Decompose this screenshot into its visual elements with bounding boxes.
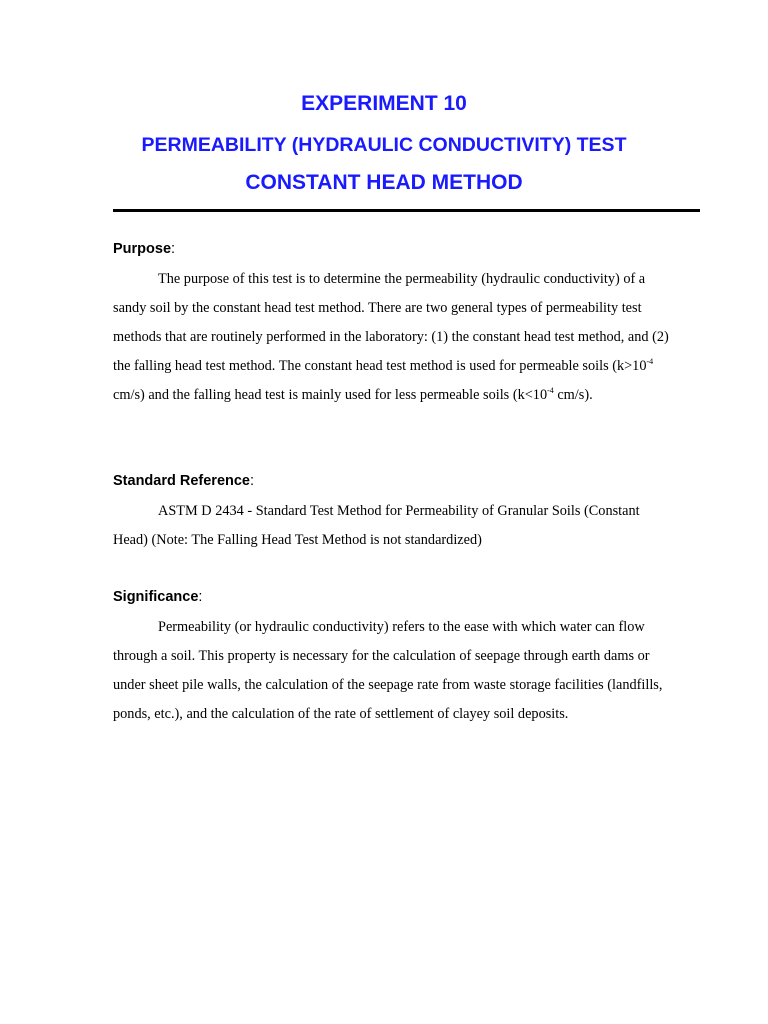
purpose-text-part-3: cm/s). xyxy=(553,387,593,403)
purpose-text-part-1: The purpose of this test is to determine the permeability (hydraulic conductivity) of a sandy soil by the constant head test method. There are two general types of permeability test methods that are routinely performed in the laboratory: (1) the constant head test method, and (2) the falling head test method. The constant head test method is used for permeable soils (k>10 xyxy=(113,271,669,374)
significance-paragraph xyxy=(113,613,673,729)
significance-heading xyxy=(113,586,673,608)
standard-reference-heading-label: Standard Reference xyxy=(113,473,250,489)
document-subtitle: CONSTANT HEAD METHOD xyxy=(245,171,523,194)
purpose-section xyxy=(113,238,673,410)
title-divider xyxy=(113,209,700,212)
standard-reference-section xyxy=(113,470,673,555)
purpose-heading xyxy=(113,238,673,260)
purpose-text-part-2: cm/s) and the falling head test is mainly used for less permeable soils (k<10 xyxy=(113,387,548,403)
standard-reference-paragraph xyxy=(113,497,673,555)
purpose-heading-label: Purpose xyxy=(113,241,172,257)
significance-text: Permeability (or hydraulic conductivity) refers to the ease with which water can flow through a soil. This property is necessary for the calculation of seepage through earth dams or under sheet pile walls, the calculation of the seepage rate from waste storage facilities (landfills, ponds, etc.), and the calculation of the rate of settlement of clayey soil deposits. xyxy=(113,619,663,722)
standard-reference-text: ASTM D 2434 - Standard Test Method for Permeability of Granular Soils (Constant Head) (Note: The Falling Head Test Method is not standardized) xyxy=(113,503,640,548)
significance-section xyxy=(113,586,673,729)
significance-heading-label: Significance xyxy=(113,589,199,605)
document-title: PERMEABILITY (HYDRAULIC CONDUCTIVITY) TEST xyxy=(141,134,627,156)
standard-reference-heading-colon: : xyxy=(250,473,255,489)
purpose-exponent-2: -4 xyxy=(547,386,554,395)
experiment-number: EXPERIMENT 10 xyxy=(301,92,467,115)
purpose-paragraph xyxy=(113,265,673,410)
significance-heading-colon: : xyxy=(198,589,203,605)
standard-reference-heading xyxy=(113,470,673,492)
purpose-heading-colon: : xyxy=(171,241,176,257)
purpose-exponent-1: -4 xyxy=(646,357,654,366)
